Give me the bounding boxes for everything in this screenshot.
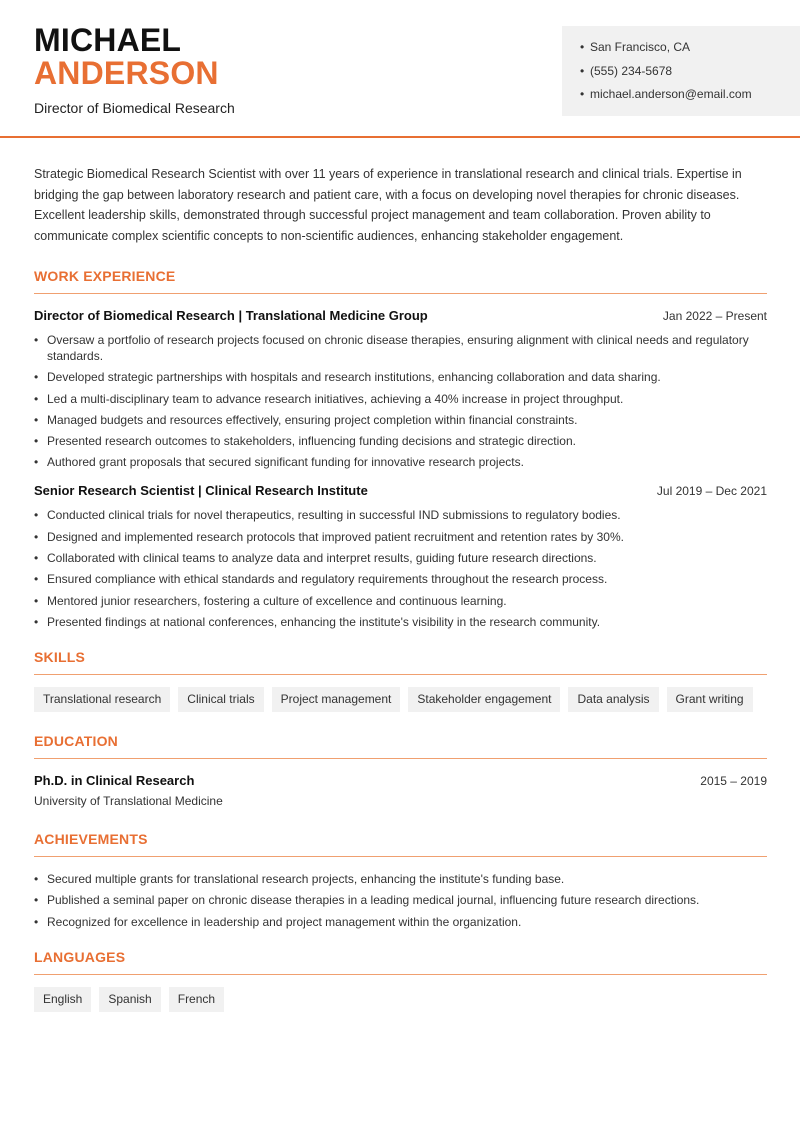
job-bullets — [34, 332, 767, 470]
job-bullet: • Presented research outcomes to stakeholders, influencing funding decisions and strategic direction. — [34, 433, 767, 449]
job-bullet: • Ensured compliance with ethical standards and regulatory requirements throughout the research process. — [34, 571, 767, 587]
section-title-languages: LANGUAGES — [34, 949, 767, 975]
achievements-list — [34, 871, 767, 930]
job-dates: Jul 2019 – Dec 2021 — [656, 484, 767, 499]
skill-chip: Stakeholder engagement — [408, 687, 560, 712]
job-bullet: • Authored grant proposals that secured significant funding for innovative research projects. — [34, 454, 767, 470]
languages-section — [34, 949, 767, 1012]
contact-phone: • (555) 234-5678 — [580, 62, 800, 86]
section-title-work: WORK EXPERIENCE — [34, 268, 767, 294]
job-bullet: • Developed strategic partnerships with hospitals and research institutions, enhancing collaboration and data sharing. — [34, 369, 767, 385]
section-title-education: EDUCATION — [34, 733, 767, 759]
job-bullet: • Led a multi-disciplinary team to advance research initiatives, achieving a 40% increase in project throughput. — [34, 391, 767, 407]
language-chip: English — [34, 987, 91, 1012]
language-chip: Spanish — [99, 987, 160, 1012]
skills-section — [34, 649, 767, 712]
contact-box — [562, 26, 800, 116]
job-bullets — [34, 507, 767, 629]
candidate-name — [34, 24, 219, 90]
job-entry — [34, 483, 767, 629]
section-title-achievements: ACHIEVEMENTS — [34, 831, 767, 857]
education-section — [34, 733, 767, 808]
job-entry — [34, 308, 767, 470]
skill-chip: Grant writing — [667, 687, 753, 712]
resume-header — [0, 0, 800, 138]
section-title-skills: SKILLS — [34, 649, 767, 675]
job-role: Director of Biomedical Research | Translational Medicine Group — [34, 308, 428, 323]
skill-chip: Data analysis — [568, 687, 658, 712]
job-bullet: • Conducted clinical trials for novel therapeutics, resulting in successful IND submissions to regulatory bodies. — [34, 507, 767, 523]
resume-body — [34, 164, 767, 1012]
job-bullet: • Designed and implemented research protocols that improved patient recruitment and retention rates by 30%. — [34, 529, 767, 545]
last-name: ANDERSON — [34, 55, 219, 91]
work-experience-section — [34, 268, 767, 630]
skill-chip: Clinical trials — [178, 687, 263, 712]
summary: Strategic Biomedical Research Scientist with over 11 years of experience in translational research and clinical trials. Expertise in bridging the gap between laboratory research and patient care, with a focus on developing novel therapies for chronic diseases. Excellent leadership skills, demonstrated through successful project management and team collaboration. Proven ability to communicate complex scientific concepts to non-scientific audiences, enhancing stakeholder engagement. — [34, 167, 742, 243]
language-chip: French — [169, 987, 224, 1012]
skill-chip: Project management — [272, 687, 401, 712]
job-role: Senior Research Scientist | Clinical Research Institute — [34, 483, 368, 499]
skill-chip: Translational research — [34, 687, 170, 712]
job-title: Director of Biomedical Research — [34, 100, 235, 116]
job-bullet: • Presented findings at national conferences, enhancing the institute's visibility in the research community. — [34, 614, 767, 630]
languages-list — [34, 987, 767, 1012]
education-dates: 2015 – 2019 — [700, 773, 767, 788]
contact-email: • michael.anderson@email.com — [580, 85, 800, 109]
achievement-item: • Secured multiple grants for translational research projects, enhancing the institute's funding base. — [34, 871, 767, 887]
job-bullet: • Mentored junior researchers, fostering a culture of excellence and continuous learning. — [34, 593, 767, 609]
achievements-section — [34, 831, 767, 930]
job-dates: Jan 2022 – Present — [662, 309, 767, 323]
achievement-item: • Recognized for excellence in leadership and project management within the organization. — [34, 914, 767, 930]
job-bullet: • Oversaw a portfolio of research projects focused on chronic disease therapies, ensuring alignment with clinical needs and regulatory standards. — [34, 332, 767, 364]
job-bullet: • Collaborated with clinical teams to analyze data and interpret results, guiding future research directions. — [34, 550, 767, 566]
education-school: University of Translational Medicine — [34, 793, 223, 808]
job-bullet: • Managed budgets and resources effectively, ensuring project completion within financial constraints. — [34, 412, 767, 428]
first-name: MICHAEL — [34, 22, 182, 58]
achievement-item: • Published a seminal paper on chronic disease therapies in a leading medical journal, influencing future research directions. — [34, 892, 767, 908]
skills-list — [34, 687, 767, 712]
contact-location: • San Francisco, CA — [580, 38, 800, 62]
education-degree: Ph.D. in Clinical Research — [34, 772, 195, 788]
